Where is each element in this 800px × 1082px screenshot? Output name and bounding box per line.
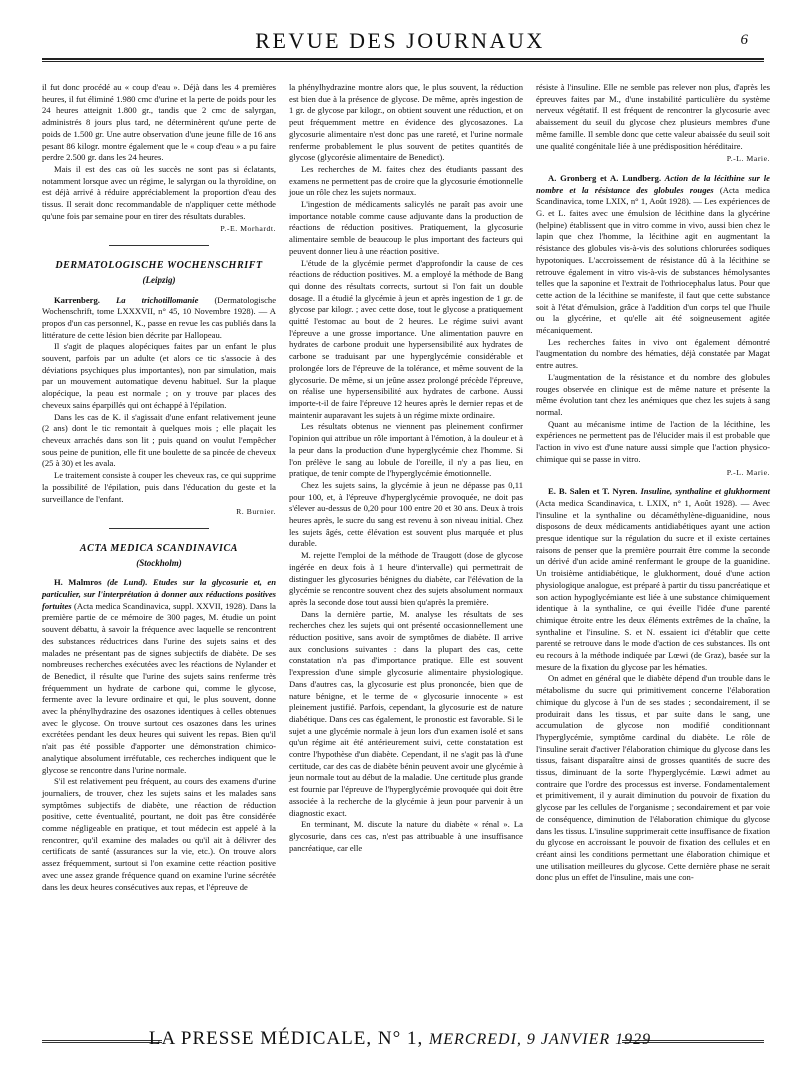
article-title: (de Lund). Etudes sur la glycosurie et, en particulier, sur l'interprétation à donner aux réductions positives fortuites bbox=[42, 577, 276, 611]
paragraph: Chez les sujets sains, la glycémie à jeun ne dépasse pas 0,11 pour 100, et, à l'épreuve d'hyperglycémie provoquée, ne doit pas s'élever au-dessus de 0,20 pour 100 entre 20 et 30 ans. Deux à trois heures après, le sucre du sang est revenu à son niveau initial. Chez les sujets âgés, cette élévation est souvent plus marquée et plus durable. bbox=[289, 479, 523, 549]
paragraph: Les résultats obtenus ne viennent pas pleinement confirmer l'opinion qui attribue un rôle important à l'émotion, à la douleur et à la peur dans la production d'une hyperglycémie chez l'homme. Si l'on prélève le sang au lobule de l'oreille, il n'y a pas lieu, en pratique, de tenir compte de l'hyperglycémie émotionnelle. bbox=[289, 421, 523, 479]
article-abstract bbox=[42, 295, 276, 342]
article-abstract bbox=[42, 577, 276, 776]
article-abstract bbox=[536, 486, 770, 673]
paragraph: Quant au mécanisme intime de l'action de la lécithine, les expériences ne permettent pas de l'élucider mais il est probable que l'action in vivo est d'une nature aussi simple que l'action physico-chimique qui se passe in vitro. bbox=[536, 418, 770, 464]
article-abstract bbox=[536, 173, 770, 337]
paragraph: On admet en général que le diabète dépend d'un trouble dans le métabolisme du sucre qui primitivement concerne l'élaboration chimique du glycose à l'un de ses stades ; secondairement, il se produirait dans les tissus, et par suite dans le sang, une accumulation de glycose non modifié conditionnant l'hyperglycémie, symptôme cardinal du diabète. Le rôle de l'insuline serait d'activer l'élaboration chimique du glycose dans les tissus, faisant disparaître ainsi de grosses quantités de sucre des tissus, diminuant de la sorte l'hyperglycémie. Lœwi admet au contraire que l'ordre des processus est inverse. Fondamentalement et primitivement, il y aurait diminution du pouvoir de fixation du glycose par les cellules de l'organisme ; secondairement et par voie de conséquence, diminution de l'élaboration chimique du glycose dans les tissus. L'insuline supprimerait cette insuffisance de fixation du glycose en accroissant le pouvoir de fixation des cellules et en créant ainsi les conditions permettant une élaboration chimique et une utilisation meilleures du glycose. Cette dernière phase ne serait donc plus un effet de l'insuline, mais une con- bbox=[536, 673, 770, 883]
column-1 bbox=[42, 82, 276, 893]
article-author: H. Malmros bbox=[54, 577, 102, 588]
paragraph: S'il est relativement peu fréquent, au cours des examens d'urine journaliers, de trouver, chez les sujets sains et les malades sans symptômes subjectifs de diabète, une réaction de réduction positive, cette éventualité, pourtant, ne doit pas être considérée comme négligeable en pratique, et tout médecin est appelé à la rencontrer, qu'il examine des malades ou qu'il ait à délivrer des certificats de santé (assurances sur la vie, etc.). On trouve alors assez fréquemment, surtout si l'on examine cette réaction positive avec une assez grande fréquence quand on examine l'urine sécrétée dans les deux heures consécutives aux repas, et l'épreuve de bbox=[42, 776, 276, 892]
section-divider bbox=[109, 528, 209, 529]
page-footer bbox=[0, 1028, 800, 1050]
column-2 bbox=[289, 82, 523, 854]
header-rule-thin bbox=[42, 61, 764, 62]
page-number: 6 bbox=[740, 32, 748, 48]
article-author: A. Gronberg et A. Lundberg. bbox=[548, 172, 662, 183]
header-rule bbox=[42, 58, 764, 60]
paragraph: Dans la dernière partie, M. analyse les résultats de ses recherches chez les sujets qui ont présenté occasionnellement une réduction positive, sans avoir de symptômes de diabète. Il arrive aux conclusions suivantes : dans la plupart des cas, cette constatation n'a pas d'importance pratique. Elle est souvent l'expression d'une simple glycosurie alimentaire physiologique. Dans d'autres cas, la glycosurie est plus prononcée, bien que de nature bénigne, et le terme de « glycosurie innocente » est pleinement justifié. Parfois, cependant, la glycosurie est de nature diabétique. Dans ces cas également, le pronostic est favorable. Si le sujet a une glycémie normale à jeun lors d'un examen isolé et sans qu'un régime ait été antérieurement suivi, cette constatation est contre l'hypothèse d'un diabète. Cependant, il ne s'agit pas là d'une certitude, car des cas de diabète bénin peuvent avoir une glycémie à jeun normale tout au début de la maladie. Une certitude plus grande est fournie par l'épreuve de l'hyperglycémie provoquée qui doit être associée à la recherche de la glycémie à jeun pour parvenir à un diagnostic exact. bbox=[289, 608, 523, 818]
paragraph: la phénylhydrazine montre alors que, le plus souvent, la réduction est bien due à la présence de glycose. De même, après ingestion de 1 gr. de glycose par kilogr., on obtient souvent une réduction, et on peut fréquemment mettre en évidence des glycosazones. La glycosurie alimentaire n'est donc pas une rareté, et l'urine normale renferme probablement le plus souvent de petites quantités de glycose (glycorésie alimentaire de Benedict). bbox=[289, 82, 523, 163]
article-author: Karrenberg. bbox=[54, 294, 100, 305]
paragraph: Dans les cas de K. il s'agissait d'une enfant relativement jeune (2 ans) dont le tic remontait à quelques mois ; elle plaçait les cheveux arrachés dans son lit ; puis quand on voulut l'empêcher sous peine de punition, elle fit une boulette de sa pincée de cheveux (25 à 30) et les avala. bbox=[42, 411, 276, 469]
author-signature: P.-L. Marie. bbox=[726, 467, 770, 477]
section-heading: ACTA MEDICA SCANDINAVICA bbox=[79, 542, 239, 554]
section-heading: DERMATOLOGISCHE WOCHENSCHRIFT bbox=[55, 260, 263, 272]
page-header bbox=[0, 28, 800, 54]
paragraph: Les recherches de M. faites chez des étudiants passant des examens ne permettent pas de croire que la glycosurie émotionnelle joue un rôle chez les sujets normaux. bbox=[289, 163, 523, 198]
paragraph: L'augmentation de la résistance et du nombre des globules rouges observée en clinique est de même nature et présente la même évolution tant chez les anémiques que chez les sujets à sang normal. bbox=[536, 371, 770, 417]
section-divider bbox=[109, 245, 209, 246]
article-reference: (Acta medica Scandinavica, tome LXIX, n° 1, Août 1928). — Les expériences de G. et L. faites avec une émulsion de lécithine dans la glycérine (helpine) établissent que in vitro comme in vivo, aussi bien chez le lapin que chez l'homme, la lécithine agit en augmentant la résistance des globules vis-à-vis des solutions chlorurées sodiques hypotoniques. L'accroissement de résistance dû à la lécithine se retrouve également in vitro vis-à-vis de substances hémolysantes telles que la saponine et l'extrait de l'othriocephalus latus. Pour que cette action de la lécithine se manifeste, il faut que cette substance soit à l'état d'émulsion, grâce à l'addition d'un corps tel que l'huile ou la glycérine, et qu'elle ait été soigneusement agitée mécaniquement. bbox=[536, 184, 770, 336]
footer-date: MERCREDI, 9 JANVIER 1929 bbox=[428, 1031, 652, 1048]
article-title: La trichotillomanie bbox=[115, 294, 199, 305]
paragraph: résiste à l'insuline. Elle ne semble pas relever non plus, d'après les épreuves faites par M., d'une instabilité particulière du système nerveux végétatif. Il est fréquent de rencontrer la glycosurie avec abaissement du seuil du glycose chez plusieurs membres d'une même famille. Il semble donc que cette valeur abaissée du seuil soit une qualité congénitale liée à une prédisposition héréditaire. bbox=[536, 82, 770, 151]
article-reference: (Dermatologische Wochenschrift, tome LXXXVII, n° 45, 10 Novembre 1928). — A propos d'un cas personnel, K., passe en revue les cas publiés dans la littérature de cette lésion bien décrite par Hallopeau. bbox=[42, 294, 277, 340]
paragraph: En terminant, M. discute la nature du diabète « rénal ». La glycosurie, dans ces cas, n'est pas attribuable à une insuffisance pancréatique, car elle bbox=[289, 819, 523, 853]
paragraph: il fut donc procédé au « coup d'eau ». Déjà dans les 4 premières heures, il fut éliminé 1.980 cmc d'urine et la perte de poids pour les 24 heures atteignit 1.800 gr., tandis que 2 cmc de salyrgan, administrés 8 jours plus tard, ne déterminèrent qu'une perte de poids de 1.500 gr. Une autre observation d'une jeune fille de 16 ans pesant 86 kilogr. montre également que le « coup d'eau » a pu faire perdre 2.500 gr. dans les 24 heures. bbox=[42, 82, 276, 163]
column-3 bbox=[536, 82, 770, 884]
journal-title: REVUE DES JOURNAUX bbox=[255, 28, 545, 53]
article-reference: (Acta medica Scandinavica, t. LXIX, n° 1, Août 1928). — Avec l'insuline et la synthaline ou décaméthylène-diguanidine, nous disposons de deux médicaments antidiabétiques ayant une action presque identique sur la régulation du sucre et il existe certaines raisons de penser que la première pourrait être comme la seconde un dérivé d'un acide aminé renfermant le groupe de la guanidine. Un troisième antidiabétique, le glukhorment, doué d'une action physiologique analogue, est préparé à partir du tissu pancréatique et son action hypoglycémiante est liée à une substance chimiquement identique à la synthaline, ce qui éveille l'idée d'une parenté chimique étroite entre les deux éléments extrêmes de la chaîne, la synthaline et l'insuline. S. et N. essaient ici d'établir que cette parenté se retrouve dans le mode d'action de ces substances. Ils ont eu recours à la méthode indiquée par Lœwi (de Graz), basée sur la mesure de la fixation du glycose par les hématies. bbox=[536, 497, 770, 672]
footer-journal: LA PRESSE MÉDICALE, N° 1, bbox=[148, 1028, 424, 1049]
article-title: Action de la lécithine sur le nombre et la résistance des globules rouges bbox=[536, 172, 770, 195]
section-city: (Leipzig) bbox=[142, 274, 176, 285]
paragraph: Il s'agit de plaques alopéciques faites par un enfant le plus souvent, parfois par un adulte (et alors ce tic s'associe à des déviations psychiques plus importantes), non par simulation, mais par un mouvement automatique devenu habituel. Sur la plaque alopécique, la peau est normale ; on y trouve par places des cheveux sains éparpillés qui ont échappé à l'épilation. bbox=[42, 341, 276, 410]
section-city: (Stockholm) bbox=[136, 557, 182, 568]
paragraph: Mais il est des cas où les succès ne sont pas si éclatants, notamment lorsque avec un régime, le salyrgan ou la thyroïdine, on est déjà arrivé à réduire appréciablement la proportion d'eau des tissus. Il serait donc recommandable de n'appliquer cette méthode qu'une fois par semaine pour en tirer des résultats durables. bbox=[42, 163, 276, 221]
author-signature: P.-L. Marie. bbox=[726, 154, 770, 164]
paragraph: Les recherches faites in vivo ont également démontré l'augmentation du nombre des hématies, déjà constatée par Magat entre autres. bbox=[536, 336, 770, 371]
article-title: Insuline, synthaline et glukhorment bbox=[637, 486, 771, 497]
article-reference: (Acta medica Scandinavica, suppl. XXVII, 1928). Dans la première partie de ce mémoire de 300 pages, M. étudie un point souvent débattu, à savoir la fréquence avec laquelle se rencontrent des substances réductrices dans l'urine des sujets sains et des malades ne présentant pas de signes subjectifs de diabète. De ses nombreuses recherches exécutées avec les réactions de Nylander et de Benedict, il résulte que l'urine des sujets sains renferme très fréquemment un hydrate de carbone qui, comme le glycose, fermente avec la levure ordinaire et qui, le plus souvent, donne avec la phénylhydrazine des osazones identiques à celles obtenues avec le glycose. On trouve surtout ces osazones dans les urines excrétées pendant les deux heures qui suivent les repas. Bien qu'il n'ait pas été possible d'apporter une démonstration chimico-analytique absolument irréfutable, ces recherches indiquent que le glycose se rencontre dans l'urine normale. bbox=[42, 600, 276, 775]
author-signature: R. Burnier. bbox=[236, 507, 276, 517]
paragraph: Le traitement consiste à couper les cheveux ras, ce qui supprime la possibilité de l'épilation, puis dans l'éducation du geste et la surveillance de l'enfant. bbox=[42, 470, 276, 504]
author-signature: P.-E. Morhardt. bbox=[220, 224, 276, 234]
article-author: E. B. Salen et T. Nyren. bbox=[548, 486, 638, 497]
paragraph: L'ingestion de médicaments salicylés ne paraît pas avoir une importance notable comme cause adjuvante dans la production de réactions de réduction positives. Pratiquement, la glycosurie alimentaire semble de beaucoup le plus important des facteurs qui peuvent donner lieu à une réaction positive. bbox=[289, 199, 523, 256]
paragraph: L'étude de la glycémie permet d'approfondir la cause de ces réactions de réduction positives. M. a employé la méthode de Bang qui donne des résultats corrects, surtout si l'on fait un double dosage. Il a étudié la glycémie à jeun et après ingestion de 1 gr. de glycose par kilogr. ; avec cette dose, tout le glycose a pratiquement quitté l'estomac au bout de 2 heures. Le régime suivi avant l'épreuve a une grosse importance. Une alimentation pauvre en hydrates de carbone produit une hypersensibilité aux hydrates de carbone se traduisant par une hyperglycémie considérable et prolongée lors de l'épreuve de la tolérance, et même souvent de la glycosurie. De même, si un jeûne assez prolongé précède l'épreuve, on réalise une hypersensibilité aux hydrates de carbone. Aussi importe-t-il de faire l'épreuve 12 heures après le dernier repas et de maintenir auparavant les sujets à un régime mixte ordinaire. bbox=[289, 257, 523, 420]
paragraph: M. rejette l'emploi de la méthode de Traugott (dose de glycose ingérée en deux fois à 1 heure d'intervalle) qui permettrait de distinguer les glycosuries bénignes du diabète, car l'élévation de la glycémie se rencontre souvent chez des sujets absolument normaux après la seconde dose tout aussi bien qu'après la première. bbox=[289, 550, 523, 607]
